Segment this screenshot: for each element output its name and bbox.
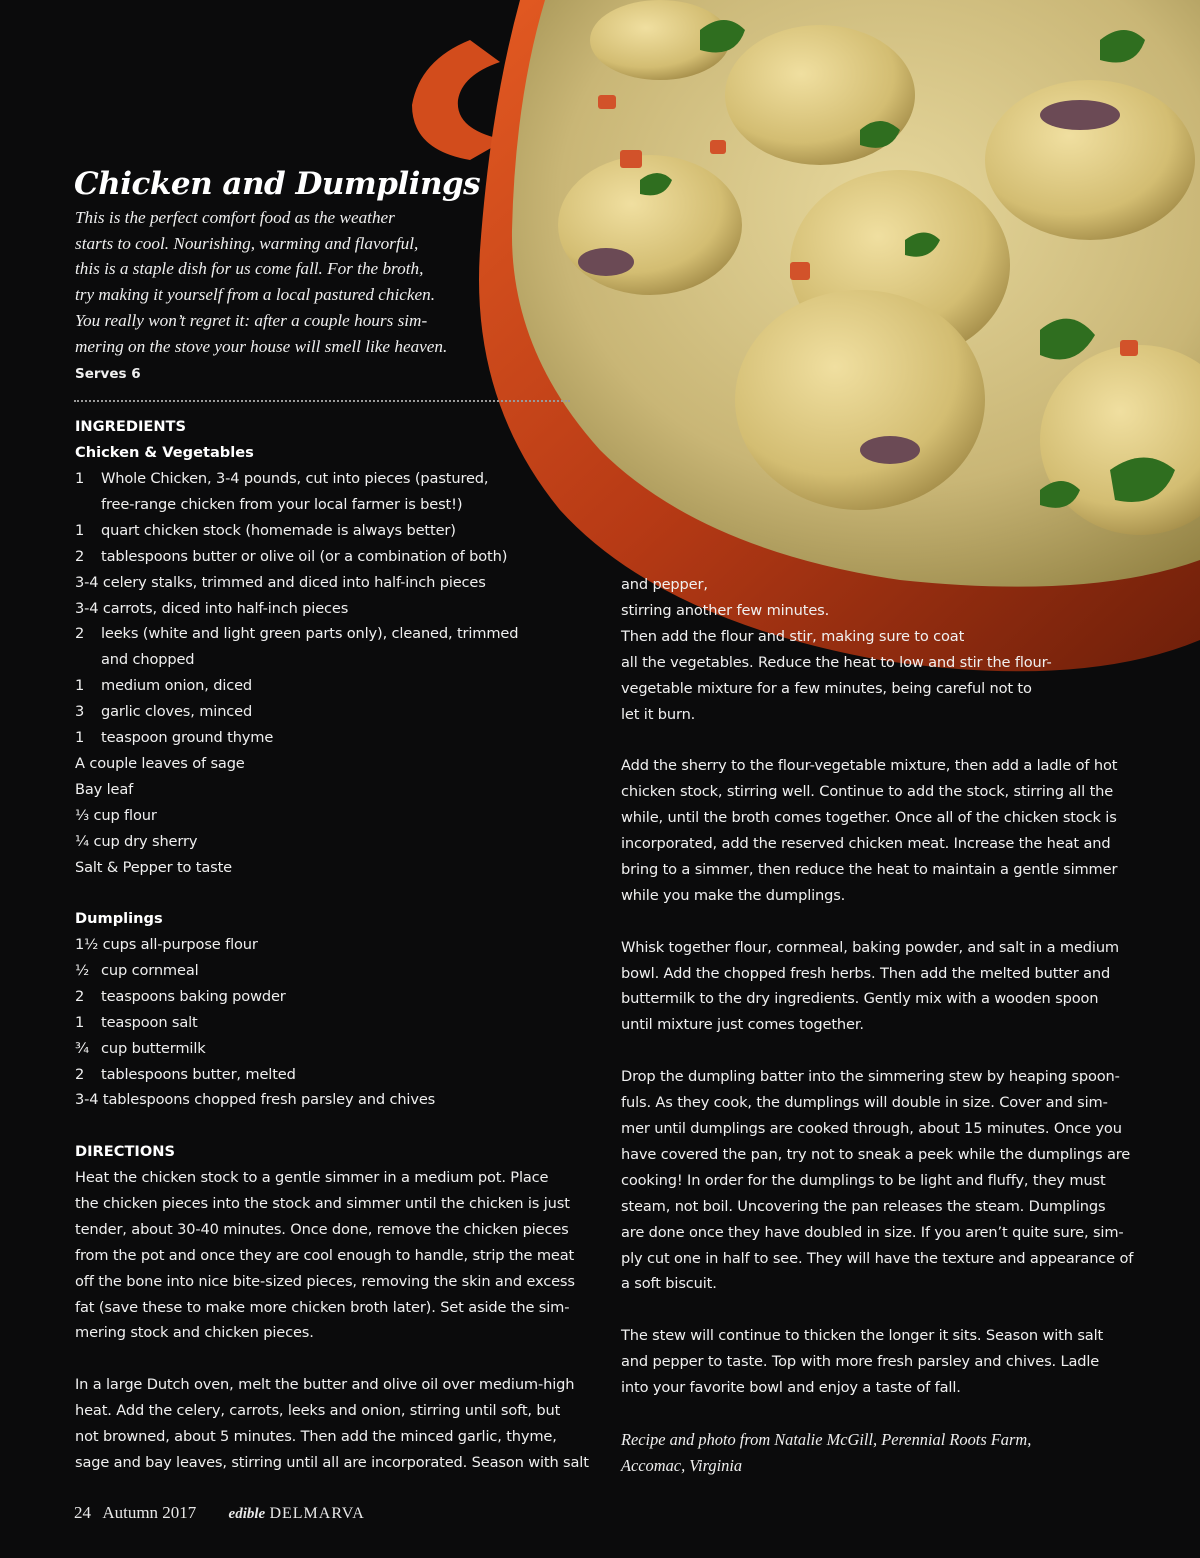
- direction-paragraph: [621, 1323, 1133, 1401]
- direction-line: steam, not boil. Uncovering the pan releases the steam. Dumplings: [621, 1197, 1106, 1215]
- direction-line: vegetable mixture for a few minutes, being careful not to: [621, 679, 1032, 697]
- direction-line: mer until dumplings are cooked through, about 15 minutes. Once you: [621, 1119, 1122, 1137]
- direction-line: tender, about 30-40 minutes. Once done, remove the chicken pieces: [75, 1220, 569, 1238]
- ingredient-text: ¼ cup dry sherry: [75, 832, 198, 850]
- ingredient-quantity: 3: [75, 703, 85, 721]
- direction-line: and pepper to taste. Top with more fresh parsley and chives. Ladle: [621, 1353, 1100, 1371]
- direction-line: sage and bay leaves, stirring until all are incorporated. Season with salt: [75, 1453, 589, 1471]
- direction-line: buttermilk to the dry ingredients. Gently mix with a wooden spoon: [621, 990, 1099, 1008]
- ingredient-text: leeks (white and light green parts only), cleaned, trimmed: [101, 625, 519, 643]
- direction-line: cooking! In order for the dumplings to be light and fluffy, they must: [621, 1171, 1106, 1189]
- ingredient-quantity: 1: [75, 521, 85, 539]
- ingredient-quantity: ¾: [75, 1039, 89, 1057]
- ingredient-line: [75, 958, 435, 984]
- chicken-vegetables-heading: Chicken & Vegetables: [75, 444, 254, 461]
- direction-line: Heat the chicken stock to a gentle simmer in a medium pot. Place: [75, 1169, 549, 1186]
- ingredient-text: garlic cloves, minced: [101, 703, 253, 721]
- brand-edible: edible: [228, 1506, 266, 1522]
- direction-line: fuls. As they cook, the dumplings will double in size. Cover and sim-: [621, 1094, 1108, 1112]
- direction-line: Drop the dumpling batter into the simmering stew by heaping spoon-: [621, 1068, 1120, 1086]
- ingredient-quantity: 1: [75, 677, 85, 695]
- ingredient-text: Bay leaf: [75, 780, 134, 798]
- direction-line: bowl. Add the chopped fresh herbs. Then add the melted butter and: [621, 964, 1111, 982]
- ingredient-quantity: 1: [75, 470, 85, 487]
- brand-delmarva: DELMARVA: [269, 1505, 365, 1522]
- ingredient-line: [75, 466, 518, 492]
- direction-line: a soft biscuit.: [621, 1275, 717, 1293]
- direction-line: incorporated, add the reserved chicken meat. Increase the heat and: [621, 835, 1111, 853]
- ingredient-text: teaspoon salt: [101, 1013, 198, 1031]
- ingredient-text: tablespoons butter or olive oil (or a combination of both): [101, 547, 508, 565]
- ingredient-line: [75, 699, 518, 725]
- ingredient-line: [75, 673, 518, 699]
- ingredient-line: [75, 803, 518, 829]
- direction-paragraph: [621, 935, 1133, 1039]
- direction-line: the chicken pieces into the stock and simmer until the chicken is just: [75, 1194, 570, 1212]
- ingredient-quantity: 2: [75, 547, 85, 565]
- direction-line: from the pot and once they are cool enough to handle, strip the meat: [75, 1246, 575, 1264]
- ingredient-line: [75, 596, 518, 622]
- direction-line: into your favorite bowl and enjoy a taste of fall.: [621, 1379, 961, 1397]
- ingredient-text: cup cornmeal: [101, 961, 199, 979]
- ingredient-text: teaspoon ground thyme: [101, 729, 274, 747]
- credit-line: Recipe and photo from Natalie McGill, Perennial Roots Farm,: [621, 1430, 1032, 1449]
- direction-line: and pepper,: [621, 576, 708, 593]
- direction-line: Add the sherry to the flour-vegetable mixture, then add a ladle of hot: [621, 757, 1118, 775]
- recipe-title: Chicken and Dumplings: [74, 166, 481, 202]
- ingredient-line: [75, 932, 435, 958]
- intro-line: You really won’t regret it: after a couple hours sim-: [75, 310, 428, 330]
- direction-paragraph: [75, 1372, 589, 1476]
- ingredient-line: [75, 518, 518, 544]
- direction-paragraph: [621, 753, 1133, 908]
- ingredient-text: 3-4 tablespoons chopped fresh parsley and chives: [75, 1091, 436, 1109]
- ingredient-line: [75, 544, 518, 570]
- ingredient-quantity: 1: [75, 1013, 85, 1031]
- direction-line: have covered the pan, try not to sneak a peek while the dumplings are: [621, 1145, 1131, 1163]
- directions-heading: DIRECTIONS: [75, 1143, 175, 1160]
- direction-paragraph: [621, 572, 1133, 727]
- ingredient-line: [75, 570, 518, 596]
- dotted-divider: [74, 400, 570, 402]
- serves-count: Serves 6: [75, 366, 141, 382]
- direction-line: until mixture just comes together.: [621, 1016, 864, 1034]
- ingredient-line: [75, 647, 518, 673]
- ingredient-text: ⅓ cup flour: [75, 806, 157, 824]
- ingredient-text: Salt & Pepper to taste: [75, 858, 233, 876]
- ingredient-text: free-range chicken from your local farmer is best!): [101, 495, 463, 513]
- ingredient-text: 3-4 celery stalks, trimmed and diced into half-inch pieces: [75, 573, 486, 591]
- ingredient-text: teaspoons baking powder: [101, 987, 286, 1005]
- ingredient-text: 3-4 carrots, diced into half-inch pieces: [75, 599, 349, 617]
- direction-line: Then add the flour and stir, making sure to coat: [621, 627, 965, 645]
- directions-right-column: [621, 572, 1133, 1401]
- ingredient-line: [75, 855, 518, 881]
- ingredient-text: tablespoons butter, melted: [101, 1065, 296, 1083]
- direction-line: while, until the broth comes together. Once all of the chicken stock is: [621, 809, 1117, 827]
- ingredient-text: quart chicken stock (homemade is always better): [101, 521, 456, 539]
- page-footer: [74, 1503, 365, 1523]
- direction-line: bring to a simmer, then reduce the heat to maintain a gentle simmer: [621, 860, 1118, 878]
- ingredient-text: Whole Chicken, 3-4 pounds, cut into pieces (pastured,: [101, 470, 489, 487]
- intro-line: mering on the stove your house will smell like heaven.: [75, 336, 448, 356]
- direction-paragraph: [621, 1064, 1133, 1297]
- direction-line: The stew will continue to thicken the longer it sits. Season with salt: [621, 1327, 1104, 1345]
- chicken-ingredient-list: [75, 466, 518, 881]
- dumpling-ingredient-list: [75, 932, 435, 1113]
- direction-paragraph: [75, 1165, 589, 1346]
- ingredient-line: [75, 725, 518, 751]
- ingredient-quantity: 2: [75, 987, 85, 1005]
- direction-line: off the bone into nice bite-sized pieces, removing the skin and excess: [75, 1272, 575, 1290]
- direction-line: ply cut one in half to see. They will have the texture and appearance of: [621, 1249, 1134, 1267]
- dumplings-heading: Dumplings: [75, 910, 163, 927]
- direction-line: let it burn.: [621, 705, 696, 723]
- photo-credit: [621, 1427, 1031, 1479]
- indent-spacer: [75, 647, 101, 673]
- ingredient-line: [75, 984, 435, 1010]
- credit-line: Accomac, Virginia: [621, 1455, 743, 1475]
- direction-line: fat (save these to make more chicken broth later). Set aside the sim-: [75, 1298, 570, 1316]
- ingredient-line: [75, 751, 518, 777]
- ingredient-text: medium onion, diced: [101, 677, 253, 695]
- direction-line: are done once they have doubled in size. If you aren’t quite sure, sim-: [621, 1223, 1124, 1241]
- ingredient-text: A couple leaves of sage: [75, 754, 245, 772]
- ingredient-text: and chopped: [101, 651, 195, 669]
- ingredient-line: [75, 777, 518, 803]
- ingredient-line: [75, 492, 518, 518]
- ingredient-line: [75, 1062, 435, 1088]
- ingredient-text: cup buttermilk: [101, 1039, 206, 1057]
- directions-left-column: [75, 1165, 589, 1476]
- direction-line: chicken stock, stirring well. Continue to add the stock, stirring all the: [621, 783, 1114, 801]
- ingredient-line: [75, 1010, 435, 1036]
- ingredient-line: [75, 1036, 435, 1062]
- ingredients-heading: INGREDIENTS: [75, 418, 187, 435]
- ingredient-line: [75, 829, 518, 855]
- pan-handle: [412, 40, 505, 160]
- ingredient-quantity: 1: [75, 729, 85, 747]
- ingredient-quantity: ½: [75, 961, 89, 979]
- intro-line: This is the perfect comfort food as the weather: [75, 208, 395, 227]
- direction-line: all the vegetables. Reduce the heat to low and stir the flour-: [621, 653, 1052, 671]
- ingredient-quantity: 2: [75, 625, 85, 643]
- issue-season: Autumn 2017: [102, 1503, 197, 1522]
- ingredient-line: [75, 1087, 435, 1113]
- direction-line: Whisk together flour, cornmeal, baking powder, and salt in a medium: [621, 938, 1119, 956]
- ingredient-quantity: 2: [75, 1065, 85, 1083]
- direction-line: not browned, about 5 minutes. Then add the minced garlic, thyme,: [75, 1428, 557, 1446]
- direction-line: In a large Dutch oven, melt the butter and olive oil over medium-high: [75, 1376, 575, 1394]
- direction-line: heat. Add the celery, carrots, leeks and onion, stirring until soft, but: [75, 1402, 561, 1420]
- intro-line: starts to cool. Nourishing, warming and flavorful,: [75, 233, 419, 253]
- ingredient-text: 1½ cups all-purpose flour: [75, 936, 258, 953]
- direction-line: stirring another few minutes.: [621, 601, 830, 619]
- ingredient-line: [75, 621, 518, 647]
- page-number: 24: [74, 1503, 91, 1522]
- indent-spacer: [75, 492, 101, 518]
- recipe-intro: [75, 205, 475, 359]
- direction-line: while you make the dumplings.: [621, 886, 846, 904]
- intro-line: try making it yourself from a local pastured chicken.: [75, 285, 436, 305]
- direction-line: mering stock and chicken pieces.: [75, 1324, 314, 1342]
- intro-line: this is a staple dish for us come fall. For the broth,: [75, 259, 424, 279]
